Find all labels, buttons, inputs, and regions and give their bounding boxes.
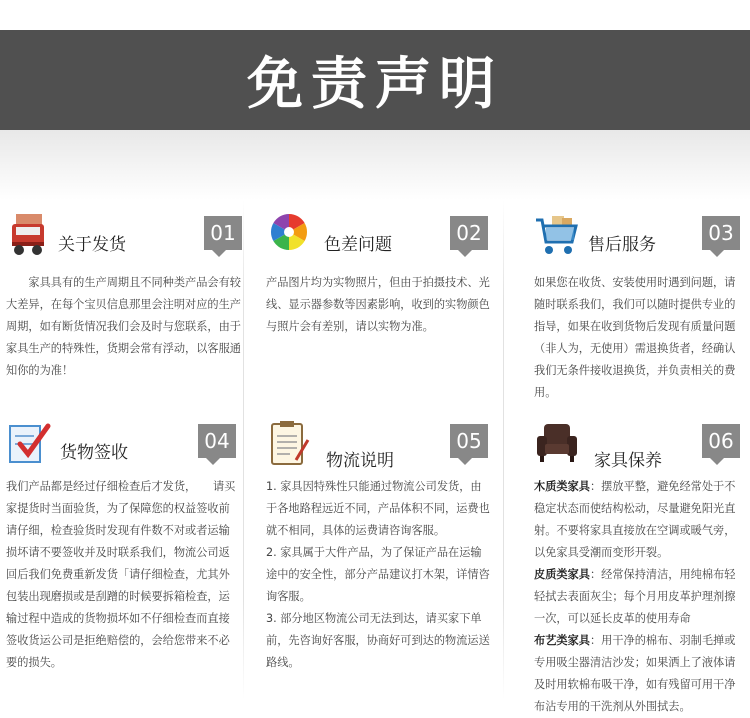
disclaimer-banner xyxy=(0,30,750,130)
panel-header xyxy=(6,212,246,272)
armchair-icon xyxy=(534,420,580,466)
panel-logistics xyxy=(266,420,492,674)
shopping-cart-icon xyxy=(534,212,580,258)
panel-shipping xyxy=(6,212,246,382)
panel-number-badge: 02 xyxy=(450,216,488,250)
panel-title: 家具保养 xyxy=(594,451,662,471)
panel-number-badge: 05 xyxy=(450,424,488,458)
list-item xyxy=(534,630,744,718)
column-divider xyxy=(503,200,504,700)
panel-receipt xyxy=(6,420,240,674)
care-label: 布艺类家具 xyxy=(534,634,590,647)
panel-text: 如果您在收货、安装使用时遇到问题，请随时联系我们，我们可以随时提供专业的指导，如果在收到货物后发现有质量问题（非人为，无使用）需退换货者，经确认我们无条件接收退换货，并负责相关的费用。 xyxy=(534,276,736,399)
panel-number-badge: 03 xyxy=(702,216,740,250)
panel-number-badge: 01 xyxy=(204,216,242,250)
page-title: 免责声明 xyxy=(247,52,503,117)
care-text: ：用干净的棉布、羽制毛掸或专用吸尘器清洁沙发；如果洒上了液体请及时用软棉布吸干净，如有残留可用干净布沾专用的干洗剂从外围拭去。 xyxy=(534,634,736,713)
color-wheel-icon xyxy=(266,212,312,258)
banner-shadow xyxy=(0,130,750,200)
checklist-icon xyxy=(6,420,52,466)
panel-header xyxy=(266,212,492,272)
panel-header xyxy=(266,420,492,476)
panel-number-badge: 06 xyxy=(702,424,740,458)
panel-title: 货物签收 xyxy=(60,443,128,463)
panel-title: 物流说明 xyxy=(326,451,394,471)
list-item xyxy=(534,564,744,630)
care-text: ：摆放平整，避免经常处于不稳定状态而使结构松动，尽量避免阳光直射。不要将家具直接放在空调或暖气旁，以免家具受潮而变形开裂。 xyxy=(534,480,736,559)
panel-after-sales xyxy=(534,212,744,404)
panel-list xyxy=(534,476,744,718)
panel-text: 我们产品都是经过仔细检查后才发货， 请买家提货时当面验货，为了保障您的权益签收前请仔细，检查验货时发现有件数不对或者运输损坏请不要签收并及时联系我们，物流公司返回后我们免费重新发货「请仔细检查，尤其外包装出现磨损或是刮蹭的时候要拆箱检查，运输过程中造成的货物损坏如不仔细检查而直接签收货运公司是拒绝赔偿的，会给您带来不必要的损失。 xyxy=(6,480,236,669)
panel-list xyxy=(266,476,492,674)
care-label: 皮质类家具 xyxy=(534,568,590,581)
truck-icon xyxy=(6,212,52,258)
list-item: 3. 部分地区物流公司无法到达，请买家下单前，先咨询好客服，协商好可到达的物流运送路线。 xyxy=(266,612,490,669)
panel-header xyxy=(6,420,240,476)
panel-header xyxy=(534,212,744,272)
panel-title: 售后服务 xyxy=(588,235,656,255)
list-item xyxy=(534,476,744,564)
panel-text: 家具具有的生产周期且不同种类产品会有较大差异，在每个宝贝信息那里会注明对应的生产周期，如有断货情况我们会及时与您联系，由于家具生产的特殊性，货期会常有浮动，以客服通知你的为准！ xyxy=(6,276,241,377)
list-item: 1. 家具因特殊性只能通过物流公司发货，由于各地路程远近不同，产品体积不同，运费也就不相同，具体的运费请咨询客服。 xyxy=(266,480,490,537)
care-label: 木质类家具 xyxy=(534,480,590,493)
panel-title: 色差问题 xyxy=(324,235,392,255)
panel-header xyxy=(534,420,744,476)
list-item: 2. 家具属于大件产品，为了保证产品在运输途中的安全性，部分产品建议打木架，详情咨询客服。 xyxy=(266,546,490,603)
panel-furniture-care xyxy=(534,420,744,718)
panel-title: 关于发货 xyxy=(58,235,126,255)
panel-color-difference xyxy=(266,212,492,338)
care-text: ：经常保持清洁，用纯棉布轻轻拭去表面灰尘；每个月用皮革护理剂擦一次，可以延长皮革的使用寿命 xyxy=(534,568,736,625)
panel-text: 产品图片均为实物照片，但由于拍摄技术、光线、显示器参数等因素影响，收到的实物颜色与照片会有差别，请以实物为准。 xyxy=(266,276,490,333)
clipboard-icon xyxy=(266,420,312,466)
panel-number-badge: 04 xyxy=(198,424,236,458)
